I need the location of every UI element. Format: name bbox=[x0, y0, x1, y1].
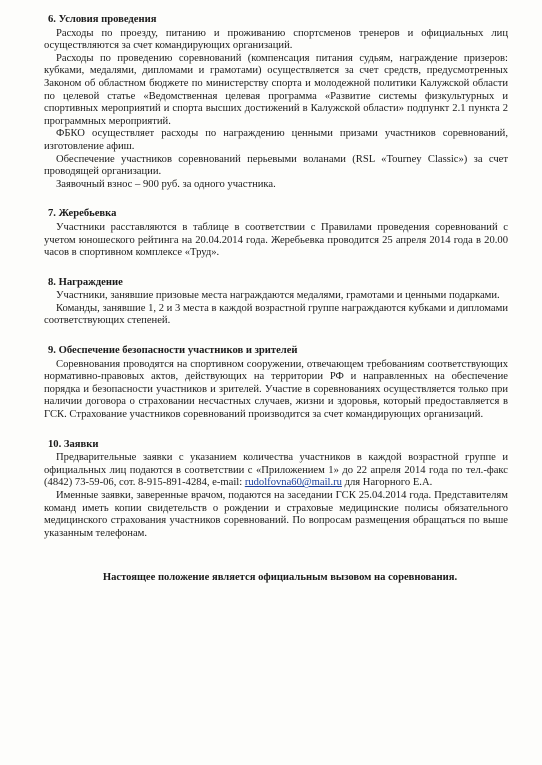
paragraph: Команды, занявшие 1, 2 и 3 места в каждой возрастной группе награждаются кубками и дипломами соответствующих степеней. bbox=[44, 302, 508, 327]
section-safety bbox=[44, 345, 508, 422]
section-draw bbox=[44, 208, 508, 259]
paragraph bbox=[44, 452, 508, 490]
section-heading: 10. Заявки bbox=[48, 438, 99, 450]
paragraph-text: Предварительные заявки с указанием количества участников в каждой возрастной группе и официальных лиц подаются в соответствии с «Приложением 1» до 22 апреля 2014 года по тел.-факс (4842) 73-59-06, сот. 8-915-891-4284, e-mail: bbox=[44, 452, 508, 489]
section-heading: 8. Награждение bbox=[48, 276, 123, 288]
paragraph: Заявочный взнос – 900 руб. за одного участника. bbox=[56, 178, 276, 190]
paragraph: Соревнования проводятся на спортивном сооружении, отвечающем требованиям соответствующих нормативно-правовых актов, действующих на территории РФ и направленных на обеспечение порядка и безопасности участников и зрителей. Участие в соревнованиях осуществляется только при наличии договора о страховании несчастных случаев, жизни и здоровья, который предоставляется в ГСК. Страхование участников соревнований производится за счет командирующих организаций. bbox=[44, 358, 508, 421]
paragraph: Участники расставляются в таблице в соответствии с Правилами проведения соревнований с учетом юношеского рейтинга на 20.04.2014 года. Жеребьевка проводится 25 апреля 2014 года в 20.00 часов в спортивном комплексе «Труд». bbox=[44, 221, 508, 259]
email-link[interactable]: rudolfovna60@mail.ru bbox=[244, 477, 342, 489]
paragraph-text: для Нагорного Е.А. bbox=[341, 477, 433, 489]
section-heading: 7. Жеребьевка bbox=[48, 208, 117, 220]
paragraph: Именные заявки, заверенные врачом, подаются на заседании ГСК 25.04.2014 года. Представителям команд иметь копии свидетельств о рождении и страховые медицинские полисы обязательного медицинского страхования участников соревнований. По вопросам размещения обращаться по выше указанным телефонам. bbox=[44, 490, 508, 539]
paragraph: ФБКО осуществляет расходы по награждению ценными призами участников соревнований, изготовление афиш. bbox=[44, 128, 508, 152]
final-statement: Настоящее положение является официальным вызовом на соревнования. bbox=[102, 572, 458, 584]
paragraph: Расходы по проведению соревнований (компенсация питания судьям, награждение призеров: кубками, медалями, дипломами и грамотами) осуществляется за счет средств, предусмотренных Законом об областном бюджете по министерству спорта и молодежной политики Калужской области по целевой статье «Ведомственная целевая программа «Развитие системы физкультурных и спортивных мероприятий и спорта высших достижений в Калужской области» подпункт 2.1 пункта 2 программных мероприятий. bbox=[44, 52, 508, 127]
paragraph: Обеспечение участников соревнований перьевыми воланами (RSL «Tourney Classic») за счет проводящей организации. bbox=[44, 153, 508, 178]
paragraph: Участники, занявшие призовые места награждаются медалями, грамотами и ценными подарками. bbox=[56, 290, 500, 302]
section-heading: 9. Обеспечение безопасности участников и зрителей bbox=[48, 345, 298, 357]
section-heading: 6. Условия проведения bbox=[48, 14, 157, 25]
section-awards bbox=[44, 277, 508, 328]
section-applications bbox=[44, 439, 508, 541]
paragraph: Расходы по проезду, питанию и проживанию спортсменов тренеров и официальных лиц осуществляются за счет командирующих организаций. bbox=[44, 27, 508, 52]
section-conditions bbox=[44, 14, 508, 191]
